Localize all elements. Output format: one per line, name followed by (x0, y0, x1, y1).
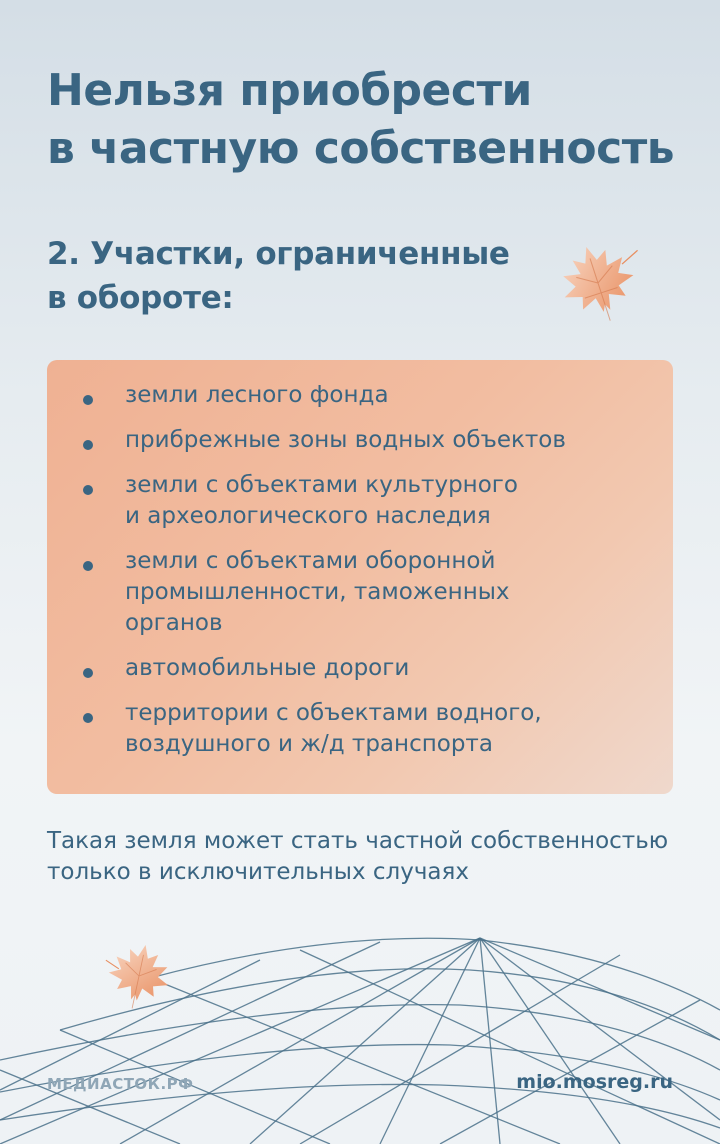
section-heading (47, 232, 510, 320)
bullet (83, 561, 93, 571)
website-link[interactable]: mio.mosreg.ru (516, 1071, 673, 1093)
maple-leaf-icon (552, 240, 644, 326)
list-item (47, 380, 673, 411)
restricted-land-list (47, 380, 673, 774)
maple-leaf-icon (98, 940, 180, 1012)
title-line-2: в частную собственность (47, 123, 675, 174)
list-item (47, 546, 673, 639)
list-item (47, 698, 673, 760)
page-title (47, 62, 674, 178)
title-line-1: Нельзя приобрести (47, 65, 532, 116)
list-item-text: земли с объектами культурного и археологического наследия (125, 472, 518, 529)
list-item-text: земли с объектами оборонной промышленности, таможенных органов (125, 548, 510, 636)
section-heading-line-2: в обороте: (47, 280, 234, 316)
list-item (47, 425, 673, 456)
bullet (83, 395, 93, 405)
list-item-text: автомобильные дороги (125, 655, 410, 681)
list-item (47, 470, 673, 532)
footnote-text: Такая земля может стать частной собственностью только в исключительных случаях (47, 828, 669, 885)
bullet (83, 440, 93, 450)
section-heading-line-1: 2. Участки, ограниченные (47, 236, 510, 272)
list-item-text: территории с объектами водного, воздушного и ж/д транспорта (125, 700, 542, 757)
bullet (83, 668, 93, 678)
bullet (83, 713, 93, 723)
list-item (47, 653, 673, 684)
list-item-text: земли лесного фонда (125, 382, 389, 408)
bullet (83, 485, 93, 495)
list-item-text: прибрежные зоны водных объектов (125, 427, 566, 453)
source-logo-text: МЕДИАСТОК.РФ (47, 1075, 194, 1093)
restricted-land-list-card (47, 360, 673, 794)
